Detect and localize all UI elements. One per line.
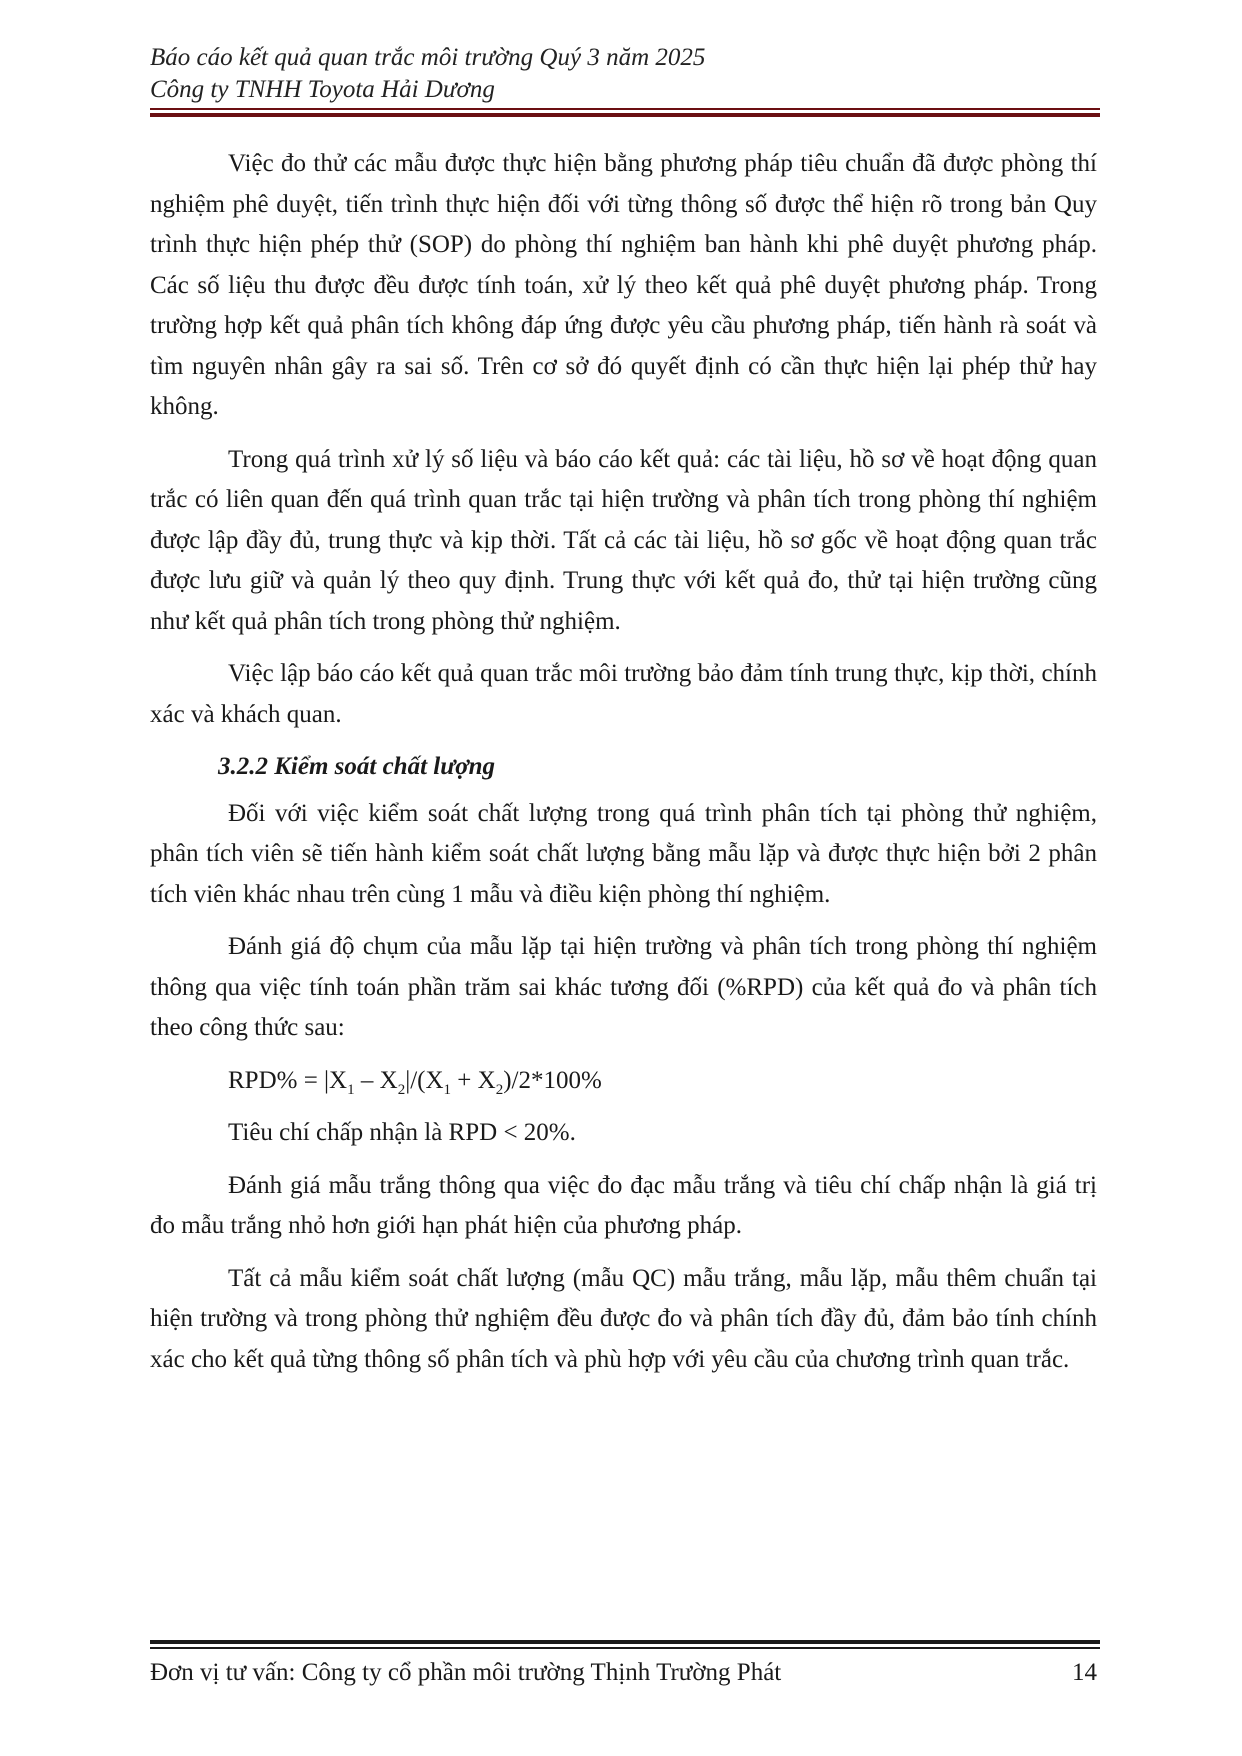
paragraph-data-processing: Trong quá trình xử lý số liệu và báo cáo kết quả: các tài liệu, hồ sơ về hoạt động quan trắc có liên quan đến quá trình quan trắc tại hiện trường và phân tích trong phòng thí nghiệm được lập đầy đủ, trung thực và kịp thời. Tất cả các tài liệu, hồ sơ gốc về hoạt động quan trắc được lưu giữ và quản lý theo quy định. Trung thực với kết quả đo, thử tại hiện trường cũng như kết quả phân tích trong phòng thử nghiệm. [150, 445, 1097, 635]
paragraph-quality-control: Đối với việc kiểm soát chất lượng trong quá trình phân tích tại phòng thử nghiệm, phân tích viên sẽ tiến hành kiểm soát chất lượng bằng mẫu lặp và được thực hiện bởi 2 phân tích viên khác nhau trên cùng 1 mẫu và điều kiện phòng thí nghiệm. [150, 799, 1097, 908]
document-body [150, 144, 1097, 1392]
company-name: Công ty TNHH Toyota Hải Dương [150, 76, 495, 103]
report-title: Báo cáo kết quả quan trắc môi trường Quý 3 năm 2025 [150, 44, 706, 71]
paragraph-testing-procedure: Việc đo thử các mẫu được thực hiện bằng phương pháp tiêu chuẩn đã được phòng thí nghiệm phê duyệt, tiến trình thực hiện đối với từng thông số được thể hiện rõ trong bản Quy trình thực hiện phép thử (SOP) do phòng thí nghiệm ban hành khi phê duyệt phương pháp. Các số liệu thu được đều được tính toán, xử lý theo kết quả phê duyệt phương pháp. Trong trường hợp kết quả phân tích không đáp ứng được yêu cầu phương pháp, tiến hành rà soát và tìm nguyên nhân gây ra sai số. Trên cơ sở đó quyết định có cần thực hiện lại phép thử hay không. [150, 150, 1097, 420]
acceptance-criteria: Tiêu chí chấp nhận là RPD < 20%. [228, 1119, 576, 1146]
consultant-unit: Đơn vị tư vấn: Công ty cổ phần môi trường Thịnh Trường Phát [150, 1659, 782, 1686]
header-divider [150, 108, 1100, 117]
page-header [150, 42, 1100, 106]
paragraph-qc-samples: Tất cả mẫu kiểm soát chất lượng (mẫu QC) mẫu trắng, mẫu lặp, mẫu thêm chuẩn tại hiện trường và trong phòng thử nghiệm đều được đo và phân tích đầy đủ, đảm bảo tính chính xác cho kết quả từng thông số phân tích và phù hợp với yêu cầu của chương trình quan trắc. [150, 1264, 1097, 1373]
paragraph-precision-evaluation: Đánh giá độ chụm của mẫu lặp tại hiện trường và phân tích trong phòng thí nghiệm thông qua việc tính toán phần trăm sai khác tương đối (%RPD) của kết quả đo và phân tích theo công thức sau: [150, 933, 1097, 1041]
paragraph-report-preparation: Việc lập báo cáo kết quả quan trắc môi trường bảo đảm tính trung thực, kịp thời, chính xác và khách quan. [150, 660, 1097, 728]
section-heading: 3.2.2 Kiểm soát chất lượng [218, 753, 496, 780]
footer-divider [150, 1640, 1100, 1649]
paragraph-blank-sample: Đánh giá mẫu trắng thông qua việc đo đạc mẫu trắng và tiêu chí chấp nhận là giá trị đo mẫu trắng nhỏ hơn giới hạn phát hiện của phương pháp. [150, 1171, 1097, 1239]
rpd-formula: $RPD\% = |X_1 - X_2|/(X_1 + X_2)/2*100\%$ [228, 1066, 602, 1098]
page-number: 14 [1072, 1659, 1097, 1686]
